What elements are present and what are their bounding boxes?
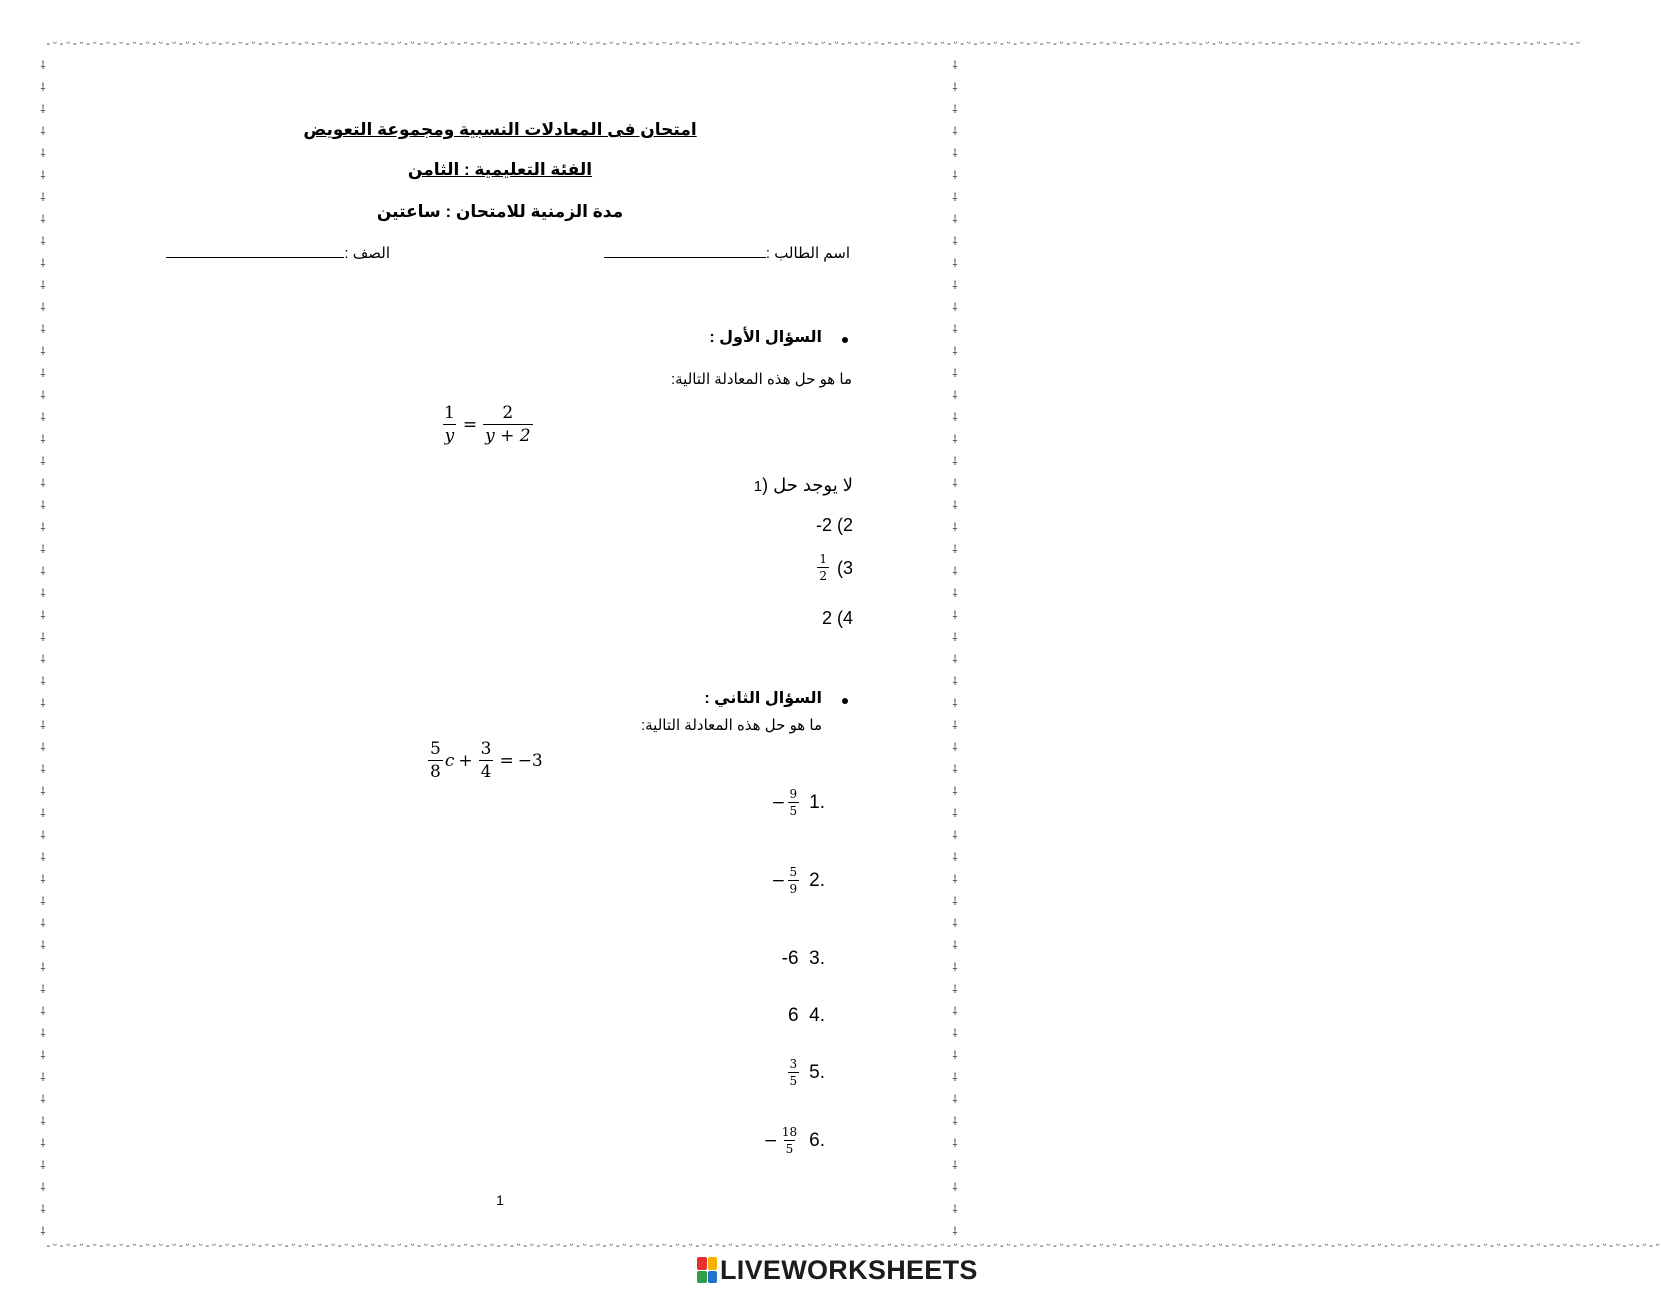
duration-label: مدة الزمنية للامتحان : ساعتين: [376, 202, 624, 221]
question2-option-6[interactable]: − $\frac{18}{5}$ 6.: [763, 1125, 825, 1157]
liveworksheets-logo[interactable]: [697, 1255, 978, 1285]
liveworksheets-logo-icon: [697, 1257, 717, 1283]
question2-option-5[interactable]: $\frac{3}{5}$ 5.: [789, 1057, 825, 1089]
question2-option-1[interactable]: − $\frac{9}{5}$ 1.: [771, 787, 825, 819]
decorative-border-left: ⸸ ⸸ ⸸ ⸸ ⸸ ⸸ ⸸ ⸸ ⸸ ⸸ ⸸ ⸸ ⸸ ⸸ ⸸ ⸸ ⸸ ⸸ ⸸ ⸸ ⸸ ⸸ ⸸ ⸸ ⸸ ⸸ ⸸ ⸸ ⸸ ⸸ ⸸ ⸸ ⸸ ⸸ ⸸ ⸸ ⸸ ⸸ ⸸ ⸸ ⸸ ⸸ ⸸ ⸸ ⸸ ⸸ ⸸ ⸸ ⸸ ⸸ ⸸ ⸸ ⸸ ⸸: [40, 59, 46, 1238]
bullet-icon: [842, 337, 848, 343]
question2-option-4[interactable]: 6 4.: [788, 1005, 825, 1026]
class-field: [145, 244, 390, 262]
question2-option-2[interactable]: − $\frac{5}{9}$ 2.: [771, 865, 825, 897]
student-name-field: [590, 244, 850, 262]
question1-heading: السؤال الأول :: [709, 329, 822, 346]
question1-option-4[interactable]: 2 (4: [821, 608, 853, 628]
question2-prompt: ما هو حل هذه المعادلة التالية:: [640, 717, 822, 734]
exam-title: امتحان فى المعادلات النسبية ومجموعة التعويض: [303, 120, 697, 139]
question1-prompt: ما هو حل هذه المعادلة التالية:: [670, 371, 852, 388]
decorative-border-bottom: -ᵕ-ᵕ-ᵕ-ᵕ-ᵕ-ᵕ-ᵕ-ᵕ-ᵕ-ᵕ-ᵕ-ᵕ-ᵕ-ᵕ-ᵕ-ᵕ-ᵕ-ᵕ-ᵕ-ᵕ-ᵕ-ᵕ-ᵕ-ᵕ-ᵕ-ᵕ-ᵕ-ᵕ-ᵕ-ᵕ-ᵕ-ᵕ-ᵕ-ᵕ-ᵕ-ᵕ-ᵕ-ᵕ-ᵕ-ᵕ-ᵕ-ᵕ-ᵕ-ᵕ-ᵕ-ᵕ-ᵕ-ᵕ-ᵕ-ᵕ-ᵕ-ᵕ-ᵕ-ᵕ-ᵕ-ᵕ-ᵕ-ᵕ-ᵕ-ᵕ-ᵕ-ᵕ-ᵕ-ᵕ-ᵕ-ᵕ-ᵕ-ᵕ-ᵕ-ᵕ-ᵕ-ᵕ-ᵕ-ᵕ-ᵕ-ᵕ-ᵕ-ᵕ-ᵕ-ᵕ-ᵕ-ᵕ-ᵕ-ᵕ-ᵕ-ᵕ-ᵕ-ᵕ-ᵕ-ᵕ-ᵕ-ᵕ-ᵕ-ᵕ-ᵕ-ᵕ-ᵕ-ᵕ-ᵕ-ᵕ-ᵕ-ᵕ-ᵕ-ᵕ-ᵕ-ᵕ-ᵕ-ᵕ-ᵕ-ᵕ-ᵕ-ᵕ-ᵕ-ᵕ-ᵕ-ᵕ-ᵕ-ᵕ-ᵕ-ᵕ-ᵕ-ᵕ: [45, 1239, 1661, 1252]
question1-equation: $\frac{1}{y}$ = $\frac{2}{y + 2}$: [444, 403, 531, 446]
class-input-line[interactable]: [166, 257, 344, 258]
decorative-border-top: -ᵕ-ᵕ-ᵕ-ᵕ-ᵕ-ᵕ-ᵕ-ᵕ-ᵕ-ᵕ-ᵕ-ᵕ-ᵕ-ᵕ-ᵕ-ᵕ-ᵕ-ᵕ-ᵕ-ᵕ-ᵕ-ᵕ-ᵕ-ᵕ-ᵕ-ᵕ-ᵕ-ᵕ-ᵕ-ᵕ-ᵕ-ᵕ-ᵕ-ᵕ-ᵕ-ᵕ-ᵕ-ᵕ-ᵕ-ᵕ-ᵕ-ᵕ-ᵕ-ᵕ-ᵕ-ᵕ-ᵕ-ᵕ-ᵕ-ᵕ-ᵕ-ᵕ-ᵕ-ᵕ-ᵕ-ᵕ-ᵕ-ᵕ-ᵕ-ᵕ-ᵕ-ᵕ-ᵕ-ᵕ-ᵕ-ᵕ-ᵕ-ᵕ-ᵕ-ᵕ-ᵕ-ᵕ-ᵕ-ᵕ-ᵕ-ᵕ-ᵕ-ᵕ-ᵕ-ᵕ-ᵕ-ᵕ-ᵕ-ᵕ-ᵕ-ᵕ-ᵕ-ᵕ-ᵕ-ᵕ-ᵕ-ᵕ-ᵕ-ᵕ-ᵕ-ᵕ-ᵕ-ᵕ-ᵕ-ᵕ-ᵕ-ᵕ-ᵕ-ᵕ-ᵕ-ᵕ-ᵕ-ᵕ-ᵕ-ᵕ-ᵕ-ᵕ-ᵕ-ᵕ-ᵕ-ᵕ: [45, 37, 1582, 50]
grade-label: الفئة التعليمية : الثامن: [407, 160, 593, 179]
question2-equation: $\frac{5}{8}$ c + $\frac{3}{4}$ = −3: [430, 739, 543, 782]
question1-option-2[interactable]: -2 (2: [815, 515, 853, 535]
question1-option-3[interactable]: $\frac{1}{2}$ ( 3: [819, 552, 853, 584]
student-name-input-line[interactable]: [604, 257, 766, 258]
liveworksheets-brand-text: LIVEWORKSHEETS: [720, 1254, 978, 1285]
question2-option-3[interactable]: -6 3.: [781, 948, 825, 969]
question1-option-1[interactable]: لا يوجد حل (1: [753, 475, 853, 495]
bullet-icon: [842, 698, 848, 704]
page-number: 1: [496, 1192, 504, 1208]
question2-heading: السؤال الثاني :: [704, 690, 822, 707]
student-name-label: اسم الطالب :: [765, 245, 850, 262]
class-label: الصف :: [344, 245, 390, 262]
decorative-border-right: ⸸ ⸸ ⸸ ⸸ ⸸ ⸸ ⸸ ⸸ ⸸ ⸸ ⸸ ⸸ ⸸ ⸸ ⸸ ⸸ ⸸ ⸸ ⸸ ⸸ ⸸ ⸸ ⸸ ⸸ ⸸ ⸸ ⸸ ⸸ ⸸ ⸸ ⸸ ⸸ ⸸ ⸸ ⸸ ⸸ ⸸ ⸸ ⸸ ⸸ ⸸ ⸸ ⸸ ⸸ ⸸ ⸸ ⸸ ⸸ ⸸ ⸸ ⸸ ⸸ ⸸ ⸸: [952, 59, 958, 1238]
